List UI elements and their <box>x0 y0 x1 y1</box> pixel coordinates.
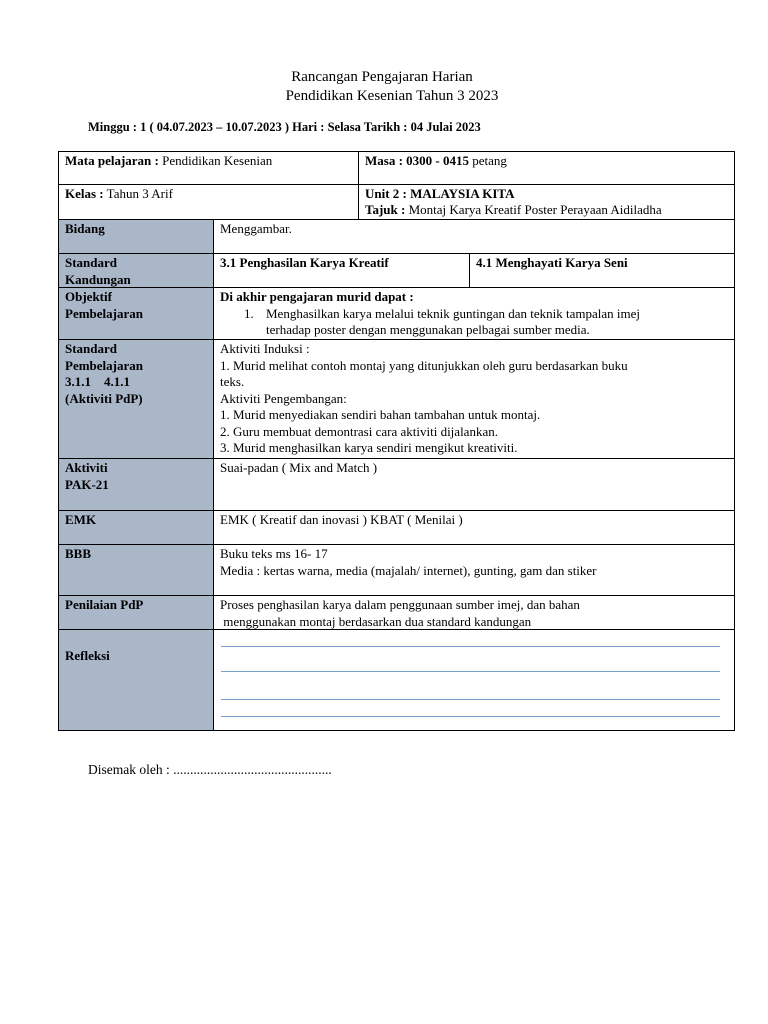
bbb-label-cell <box>58 544 214 596</box>
class-label: Kelas : <box>65 186 104 201</box>
subject-cell <box>58 151 359 185</box>
week-date-line: Minggu : 1 ( 04.07.2023 – 10.07.2023 ) Hari : Selasa Tarikh : 04 Julai 2023 <box>88 120 481 134</box>
subject-label: Mata pelajaran : <box>65 153 159 168</box>
content-standard-label-line1: Standard <box>65 255 118 270</box>
activity-line: 3. Murid menghasilkan karya sendiri mengikut kreativiti. <box>220 440 518 455</box>
bbb-label: BBB <box>65 546 92 561</box>
time-label: Masa : 0300 - 0415 <box>365 153 469 168</box>
content-standard-label-line2: Kandungan <box>65 271 131 287</box>
content-standard-2: 4.1 Menghayati Karya Seni <box>476 255 628 270</box>
pak21-label-line1: Aktiviti <box>65 460 108 475</box>
objective-value-cell <box>213 287 735 340</box>
field-value: Menggambar. <box>220 221 292 236</box>
activity-line: 2. Guru membuat demontrasi cara aktiviti dijalankan. <box>220 423 498 439</box>
objective-label-line1: Objektif <box>65 289 112 304</box>
class-cell <box>58 184 359 220</box>
activity-line: Aktiviti Induksi : <box>220 341 310 356</box>
activity-line: 1. Murid menyediakan sendiri bahan tambahan untuk montaj. <box>220 407 541 422</box>
activities-cell <box>213 339 735 459</box>
reflection-label-cell <box>58 629 214 731</box>
assessment-label-cell <box>58 595 214 630</box>
document-subtitle: Pendidikan Kesenian Tahun 3 2023 <box>285 88 499 104</box>
activity-line: 1. Murid melihat contoh montaj yang ditunjukkan oleh guru berdasarkan buku <box>220 357 628 373</box>
topic-value: Montaj Karya Kreatif Poster Perayaan Aidiladha <box>408 201 662 217</box>
emk-label: EMK <box>65 512 97 527</box>
learning-standard-label-line2: Pembelajaran <box>65 357 143 373</box>
unit-title: Unit 2 : MALAYSIA KITA <box>365 186 515 201</box>
objective-item-number: 1. <box>244 305 254 321</box>
objective-label-cell <box>58 287 214 340</box>
reviewed-by-line: Disemak oleh : ............................................... <box>88 762 332 777</box>
emk-value: EMK ( Kreatif dan inovasi ) KBAT ( Menilai ) <box>220 512 463 527</box>
bbb-value-cell <box>213 544 735 596</box>
emk-value-cell <box>213 510 735 545</box>
field-label: Bidang <box>65 221 105 236</box>
reflection-writing-line <box>221 699 720 700</box>
assessment-label: Penilaian PdP <box>65 597 144 612</box>
time-suffix: petang <box>472 153 507 168</box>
content-standard-label-cell <box>58 253 214 288</box>
field-label-cell <box>58 219 214 254</box>
learning-standard-codes: 3.1.1 4.1.1 <box>65 374 130 389</box>
reflection-writing-line <box>221 646 720 647</box>
bbb-line2: Media : kertas warna, media (majalah/ internet), gunting, gam dan stiker <box>220 562 597 578</box>
field-value-cell <box>213 219 735 254</box>
learning-standard-label-line4: (Aktiviti PdP) <box>65 390 143 406</box>
reflection-label: Refleksi <box>65 648 110 663</box>
content-standard-1: 3.1 Penghasilan Karya Kreatif <box>220 255 389 270</box>
activity-line: Aktiviti Pengembangan: <box>220 390 347 406</box>
reflection-writing-line <box>221 671 720 672</box>
pak21-value-cell <box>213 458 735 511</box>
objective-item-line1: Menghasilkan karya melalui teknik guntingan dan teknik tampalan imej <box>266 305 641 321</box>
reflection-writing-line <box>221 716 720 717</box>
subject-value: Pendidikan Kesenian <box>162 153 273 168</box>
pak21-label-cell <box>58 458 214 511</box>
bbb-line1: Buku teks ms 16- 17 <box>220 546 328 561</box>
topic-label: Tajuk : <box>365 201 406 217</box>
objective-label-line2: Pembelajaran <box>65 305 143 321</box>
learning-standard-label-line1: Standard <box>65 341 118 356</box>
activity-line: teks. <box>220 374 245 389</box>
assessment-line2: menggunakan montaj berdasarkan dua standard kandungan <box>220 613 532 629</box>
document-title: Rancangan Pengajaran Harian <box>291 69 473 85</box>
class-value: Tahun 3 Arif <box>106 186 173 201</box>
content-standard-2-cell <box>469 253 735 288</box>
content-standard-1-cell <box>213 253 470 288</box>
assessment-line1: Proses penghasilan karya dalam penggunaan sumber imej, dan bahan <box>220 597 580 612</box>
learning-standard-label-cell <box>58 339 214 459</box>
objective-item-line2: terhadap poster dengan menggunakan pelbagai sumber media. <box>266 322 590 337</box>
pak21-value: Suai-padan ( Mix and Match ) <box>220 460 378 475</box>
pak21-label-line2: PAK-21 <box>65 476 109 492</box>
assessment-value-cell <box>213 595 735 630</box>
time-cell <box>358 151 735 185</box>
objective-intro: Di akhir pengajaran murid dapat : <box>220 289 414 304</box>
unit-topic-cell <box>358 184 735 220</box>
emk-label-cell <box>58 510 214 545</box>
